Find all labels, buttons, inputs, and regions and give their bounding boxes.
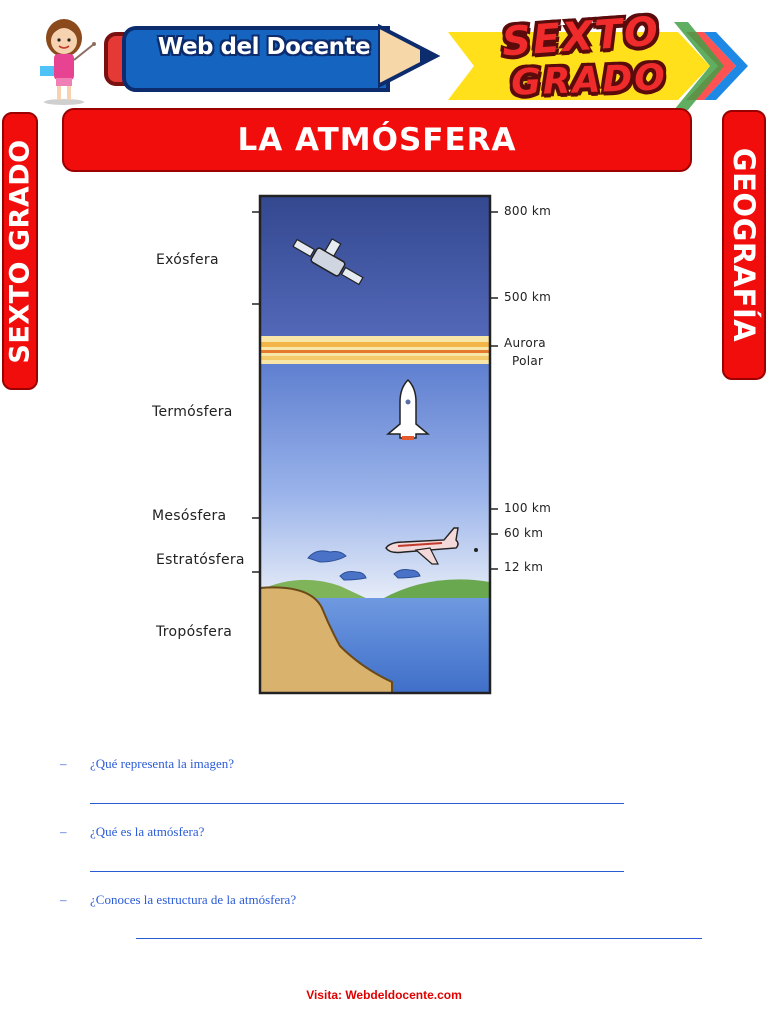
answer-line[interactable] [90, 803, 624, 804]
altitude-label-12: 12 km [504, 560, 544, 574]
altitude-label-60: 60 km [504, 526, 544, 540]
aurora-label-line1: Aurora [504, 336, 546, 350]
grade-word-bottom: GRADO [510, 57, 668, 104]
teacher-mascot-icon [32, 14, 102, 106]
exosphere-layer [260, 196, 490, 336]
question-bullet: – [60, 824, 67, 839]
page-title: LA ATMÓSFERA [237, 122, 517, 158]
altitude-label-800: 800 km [504, 204, 552, 218]
pencil-tip-icon [378, 20, 450, 92]
layer-label-exosphere: Exósfera [156, 252, 219, 268]
altitude-label-500: 500 km [504, 290, 552, 304]
layer-label-thermosphere: Termósfera [152, 404, 233, 420]
side-tab-grade [2, 112, 38, 390]
brand-name: Web del Docente [157, 34, 371, 60]
question-bullet: – [60, 756, 67, 771]
brand-pencil-logo [104, 20, 450, 92]
grade-word-top: SEXTO [500, 8, 662, 66]
question-text: ¿Qué representa la imagen? [90, 756, 235, 771]
side-tab-grade-label: SEXTO GRADO [4, 138, 36, 364]
question-bullet: – [60, 892, 67, 907]
layer-label-troposphere: Tropósfera [156, 624, 233, 640]
side-tab-subject-label: GEOGRAFÍA [727, 147, 762, 343]
layer-label-mesosphere: Mesósfera [152, 508, 227, 524]
aurora-label-line2: Polar [512, 354, 544, 368]
thermosphere-layer [260, 364, 490, 600]
question-text: ¿Qué es la atmósfera? [90, 824, 205, 839]
footer-link[interactable]: Visita: Webdeldocente.com [306, 988, 462, 1002]
question-text: ¿Conoces la estructura de la atmósfera? [90, 892, 297, 907]
title-banner [62, 108, 692, 172]
altitude-label-100: 100 km [504, 501, 552, 515]
grade-logo [448, 8, 748, 108]
answer-line[interactable] [136, 938, 702, 939]
layer-label-stratosphere: Estratósfera [156, 552, 245, 568]
atmosphere-diagram [140, 188, 580, 700]
side-tab-subject [722, 110, 766, 380]
answer-line[interactable] [90, 871, 624, 872]
